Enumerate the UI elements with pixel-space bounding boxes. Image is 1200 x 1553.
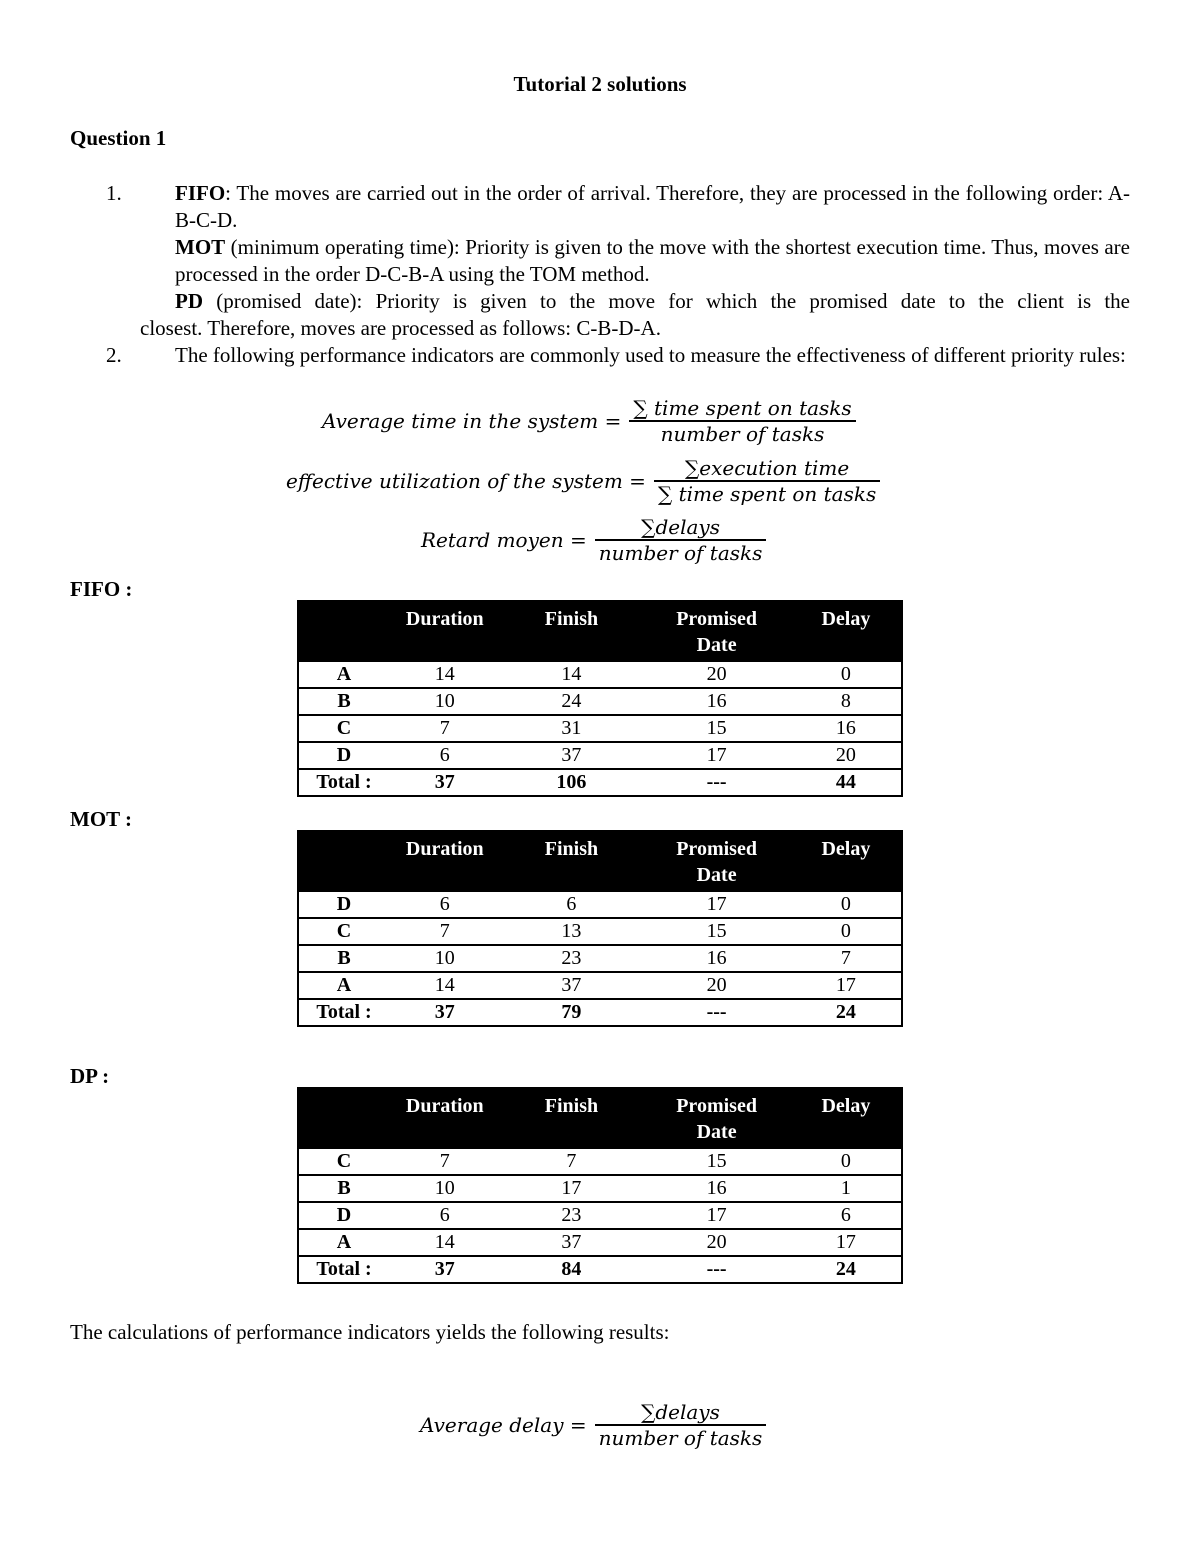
row-id: C	[298, 918, 389, 945]
formula-fraction	[595, 1400, 767, 1450]
total-promised: ---	[642, 769, 791, 796]
total-delay: 24	[791, 1256, 902, 1283]
total-delay: 44	[791, 769, 902, 796]
sigma-symbol: ∑	[684, 456, 700, 480]
cell-promised: 20	[642, 972, 791, 999]
table-total-row	[298, 769, 902, 796]
sigma-symbol: ∑	[633, 396, 648, 420]
row-id: D	[298, 891, 389, 918]
cell-delay: 17	[791, 1229, 902, 1256]
formula-numerator: delays	[655, 1400, 720, 1424]
formula-numerator: execution time	[699, 456, 850, 480]
total-delay: 24	[791, 999, 902, 1026]
indicators-text: The following performance indicators are commonly used to measure the effectiveness of different priority rules:	[175, 343, 1126, 367]
cell-promised: 15	[642, 918, 791, 945]
table-row	[298, 661, 902, 688]
cell-promised: 17	[642, 742, 791, 769]
table-total-row	[298, 1256, 902, 1283]
header-finish: Finish	[501, 831, 643, 891]
table-row	[298, 1175, 902, 1202]
table-row	[298, 715, 902, 742]
table-row	[298, 891, 902, 918]
pd-term: PD	[175, 289, 203, 313]
header-blank	[298, 601, 389, 661]
cell-finish: 13	[501, 918, 643, 945]
total-promised: ---	[642, 999, 791, 1026]
total-finish: 84	[501, 1256, 643, 1283]
cell-finish: 31	[501, 715, 643, 742]
total-finish: 79	[501, 999, 643, 1026]
header-promised-date: Promised Date	[642, 1088, 791, 1148]
table-header-row	[298, 1088, 902, 1148]
header-delay: Delay	[791, 831, 902, 891]
formula-numerator: time spent on tasks	[654, 396, 852, 420]
cell-finish: 37	[501, 1229, 643, 1256]
total-promised: ---	[642, 1256, 791, 1283]
total-finish: 106	[501, 769, 643, 796]
header-duration: Duration	[389, 1088, 500, 1148]
cell-promised: 16	[642, 945, 791, 972]
sigma-symbol: ∑	[641, 515, 656, 539]
sigma-symbol: ∑	[641, 1400, 656, 1424]
row-id: C	[298, 715, 389, 742]
header-blank	[298, 1088, 389, 1148]
cell-delay: 0	[791, 918, 902, 945]
table-row	[298, 1202, 902, 1229]
header-finish: Finish	[501, 1088, 643, 1148]
row-id: B	[298, 1175, 389, 1202]
total-duration: 37	[389, 1256, 500, 1283]
cell-promised: 20	[642, 1229, 791, 1256]
cell-promised: 16	[642, 1175, 791, 1202]
pd-text-2: closest. Therefore, moves are processed as follows: C-B-D-A.	[140, 316, 661, 340]
table-row	[298, 972, 902, 999]
formula-average-time	[322, 396, 856, 446]
header-delay: Delay	[791, 1088, 902, 1148]
formula-denominator: time spent on tasks	[678, 482, 877, 506]
formula-denominator: number of tasks	[660, 422, 825, 446]
total-label: Total :	[298, 769, 389, 796]
cell-duration: 14	[389, 661, 500, 688]
fifo-label: FIFO :	[70, 577, 133, 601]
cell-duration: 7	[389, 918, 500, 945]
cell-finish: 17	[501, 1175, 643, 1202]
table-row	[298, 742, 902, 769]
cell-duration: 10	[389, 1175, 500, 1202]
row-id: D	[298, 1202, 389, 1229]
fifo-term: FIFO	[175, 181, 226, 205]
cell-delay: 7	[791, 945, 902, 972]
formula-lhs: Retard moyen =	[421, 528, 587, 552]
dp-label: DP :	[70, 1064, 110, 1088]
formula-fraction	[654, 456, 880, 506]
cell-duration: 6	[389, 742, 500, 769]
cell-delay: 20	[791, 742, 902, 769]
cell-duration: 7	[389, 1148, 500, 1175]
formula-effective-utilization	[286, 456, 880, 506]
cell-finish: 37	[501, 742, 643, 769]
results-text: The calculations of performance indicators yields the following results:	[70, 1320, 670, 1344]
mot-text: (minimum operating time): Priority is given to the move with the shortest execution time. Thus, moves are processed in the order D-C-B-A using the TOM method.	[175, 235, 1130, 286]
formula-average-delay	[420, 1400, 766, 1450]
row-id: A	[298, 1229, 389, 1256]
cell-duration: 6	[389, 1202, 500, 1229]
list-number: 2.	[106, 343, 122, 367]
total-duration: 37	[389, 999, 500, 1026]
cell-finish: 23	[501, 945, 643, 972]
cell-finish: 6	[501, 891, 643, 918]
formula-lhs: effective utilization of the system =	[286, 469, 646, 493]
cell-finish: 23	[501, 1202, 643, 1229]
cell-finish: 7	[501, 1148, 643, 1175]
total-label: Total :	[298, 999, 389, 1026]
cell-delay: 0	[791, 1148, 902, 1175]
cell-duration: 7	[389, 715, 500, 742]
cell-promised: 15	[642, 715, 791, 742]
header-duration: Duration	[389, 831, 500, 891]
cell-delay: 0	[791, 661, 902, 688]
page-title: Tutorial 2 solutions	[513, 72, 687, 96]
formula-lhs: Average time in the system =	[322, 409, 622, 433]
mot-table	[297, 830, 903, 1027]
table-header-row	[298, 831, 902, 891]
dp-table	[297, 1087, 903, 1284]
cell-finish: 14	[501, 661, 643, 688]
table-header-row	[298, 601, 902, 661]
cell-promised: 17	[642, 891, 791, 918]
formula-retard-moyen	[421, 515, 766, 565]
mot-term: MOT	[175, 235, 226, 259]
cell-delay: 1	[791, 1175, 902, 1202]
row-id: B	[298, 688, 389, 715]
formula-denominator: number of tasks	[598, 1426, 763, 1450]
total-duration: 37	[389, 769, 500, 796]
cell-delay: 8	[791, 688, 902, 715]
formula-fraction	[629, 396, 855, 446]
cell-duration: 10	[389, 945, 500, 972]
row-id: A	[298, 972, 389, 999]
formula-lhs: Average delay =	[420, 1413, 587, 1437]
formula-denominator: number of tasks	[598, 541, 763, 565]
table-total-row	[298, 999, 902, 1026]
cell-promised: 20	[642, 661, 791, 688]
list-number: 1.	[106, 181, 122, 205]
cell-duration: 14	[389, 1229, 500, 1256]
header-promised-date: Promised Date	[642, 831, 791, 891]
header-delay: Delay	[791, 601, 902, 661]
cell-delay: 0	[791, 891, 902, 918]
question-heading: Question 1	[70, 126, 167, 150]
table-row	[298, 1229, 902, 1256]
row-id: B	[298, 945, 389, 972]
formula-numerator: delays	[655, 515, 720, 539]
table-row	[298, 1148, 902, 1175]
table-row	[298, 918, 902, 945]
pd-text: (promised date): Priority is given to the move for which the promised date to the client is the	[203, 289, 1130, 313]
cell-promised: 16	[642, 688, 791, 715]
header-duration: Duration	[389, 601, 500, 661]
fifo-text: : The moves are carried out in the order of arrival. Therefore, they are processed in the following order: A-B-C-D.	[175, 181, 1130, 232]
cell-promised: 17	[642, 1202, 791, 1229]
cell-promised: 15	[642, 1148, 791, 1175]
row-id: D	[298, 742, 389, 769]
cell-duration: 6	[389, 891, 500, 918]
table-row	[298, 945, 902, 972]
sigma-symbol: ∑	[657, 482, 673, 506]
header-finish: Finish	[501, 601, 643, 661]
cell-delay: 6	[791, 1202, 902, 1229]
fifo-table	[297, 600, 903, 797]
formula-fraction	[595, 515, 767, 565]
table-row	[298, 688, 902, 715]
total-label: Total :	[298, 1256, 389, 1283]
cell-finish: 24	[501, 688, 643, 715]
cell-delay: 16	[791, 715, 902, 742]
cell-duration: 14	[389, 972, 500, 999]
cell-finish: 37	[501, 972, 643, 999]
header-promised-date: Promised Date	[642, 601, 791, 661]
cell-delay: 17	[791, 972, 902, 999]
row-id: C	[298, 1148, 389, 1175]
row-id: A	[298, 661, 389, 688]
mot-label: MOT :	[70, 807, 133, 831]
header-blank	[298, 831, 389, 891]
cell-duration: 10	[389, 688, 500, 715]
